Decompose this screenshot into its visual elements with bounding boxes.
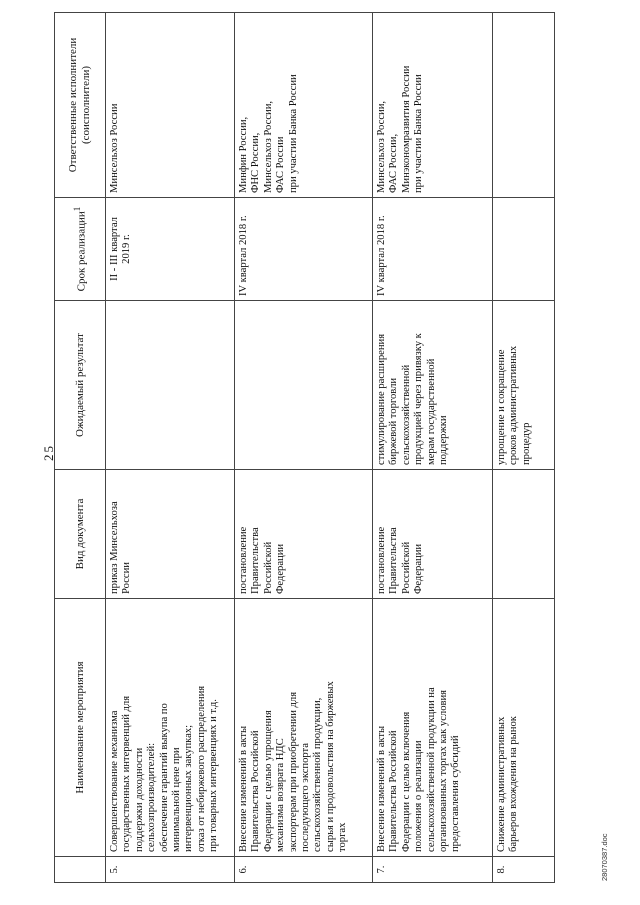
row-deadline [373, 198, 493, 301]
row-deadline [493, 198, 555, 301]
row-doc-type-text: постановление Правительства Российской Федерации [238, 526, 287, 594]
row-deadline [106, 198, 235, 301]
row-doc-type-text: приказ Минсельхоза России [109, 501, 133, 594]
table-row [235, 13, 373, 883]
row-result-text: стимулирование расширения биржевой торговли сельскохозяйственной продукцией через привязку к мерам государственной поддержки [376, 333, 450, 465]
row-doc-type [106, 470, 235, 599]
row-name-text: Внесение изменений в акты Правительства Российской Федерации с целью упрощения механизма возврата НДС экспортерам при приобретении для последующего экспорта сельскохозяйственной продукции, сырья и продовольствия на биржевых торгах [238, 681, 349, 852]
row-name [373, 599, 493, 857]
table-row [493, 13, 555, 883]
row-doc-type [493, 470, 555, 599]
row-number: 5. [106, 857, 235, 883]
row-executors-text: Минсельхоз России, ФАС России, Минэкономразвития России при участии Банка России [376, 65, 425, 193]
row-number: 6. [235, 857, 373, 883]
row-result [493, 301, 555, 470]
row-name [493, 599, 555, 857]
page-number: 25 [41, 444, 56, 461]
row-result [106, 301, 235, 470]
row-executors [235, 13, 373, 198]
header-executors [55, 13, 106, 198]
row-number: 8. [493, 857, 555, 883]
row-deadline-text: IV квартал 2018 г. [238, 215, 249, 296]
row-executors [493, 13, 555, 198]
row-executors [106, 13, 235, 198]
header-deadline-footnote: 1 [72, 206, 83, 212]
table-header-row [55, 13, 106, 883]
row-deadline-text: IV квартал 2018 г. [376, 215, 387, 296]
header-result: Ожидаемый результат [55, 301, 106, 470]
table-row [373, 13, 493, 883]
row-doc-type [373, 470, 493, 599]
row-executors [373, 13, 493, 198]
header-name: Наименование мероприятия [55, 599, 106, 857]
row-doc-type-text: постановление Правительства Российской Федерации [376, 526, 425, 594]
header-deadline [55, 198, 106, 301]
row-executors-text: Минфин России, ФНС России, Минсельхоз России, ФАС России при участии Банка России [238, 74, 299, 193]
document-id: 28070387.doc [600, 833, 609, 881]
row-result [235, 301, 373, 470]
row-executors-text: Минсельхоз России [109, 103, 120, 193]
header-doc-type: Вид документа [55, 470, 106, 599]
row-doc-type [235, 470, 373, 599]
row-name [106, 599, 235, 857]
row-deadline-text: II - III квартал 2019 г. [109, 217, 133, 281]
row-result [373, 301, 493, 470]
row-deadline [235, 198, 373, 301]
row-name-text: Совершенствование механизма государственных интервенций для поддержки доходности сельхозпроизводителей: обеспечение гарантий выкупа по минимальной цене при интервенционных закупках; отказ от небиржевого распределения при товарных интервенциях и т.д. [109, 685, 220, 852]
row-name [235, 599, 373, 857]
header-deadline-text: Срок реализации [75, 211, 88, 292]
row-name-text: Снижение административных барьеров вхождения на рынок [496, 716, 520, 852]
measures-table [54, 12, 555, 883]
row-number: 7. [373, 857, 493, 883]
header-executors-text: Ответственные исполнители (соисполнители) [67, 37, 92, 173]
row-name-text: Внесение изменений в акты Правительства Российской Федерации с целью включения положения о реализации сельскохозяйственной продукции на организованных торгах как условия предоставления субсидий [376, 687, 462, 852]
table-row [106, 13, 235, 883]
row-result-text: упрощение и сокращение сроков административных процедур [496, 345, 532, 465]
header-number [55, 857, 106, 883]
